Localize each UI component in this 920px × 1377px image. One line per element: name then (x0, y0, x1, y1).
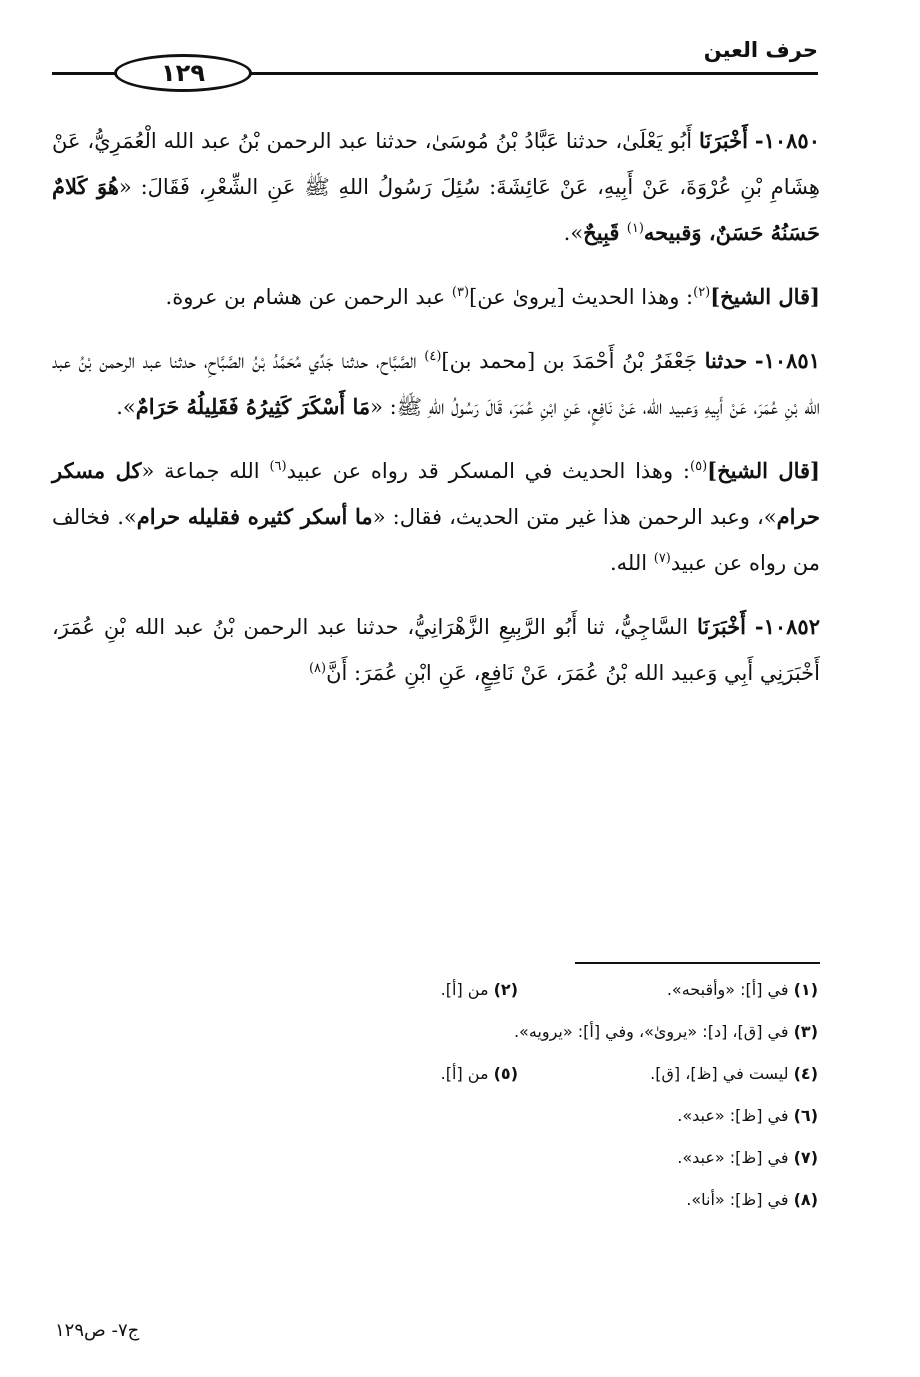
footnote-item (518, 980, 818, 1022)
hadith-number: ١٠٨٥٢- (754, 614, 820, 639)
footnote-text: في [ظ]: «عبد». (677, 1148, 794, 1167)
quoted-hadith: كل مسكر حرام (52, 458, 820, 529)
hadith-10851 (52, 338, 820, 430)
footnote-item (518, 1064, 818, 1106)
footnote-number: (٣) (793, 1022, 818, 1041)
footnote-text: من [أ]. (440, 1064, 494, 1083)
footnote-number: (٦) (793, 1106, 818, 1125)
comment-text-5: الله. (609, 551, 654, 575)
shaykh-comment-1 (52, 274, 820, 320)
comment-text-4: ». فخالف من رواه عن عبيد (52, 505, 820, 575)
comment-text-3: »، وعبد الرحمن هذا غير متن الحديث، فقال: « (372, 505, 777, 529)
footnote-line (300, 1064, 818, 1106)
footnote-text: في [ظ]: «أنا». (686, 1190, 794, 1209)
footnote-ref: (٣) (451, 285, 470, 300)
comment-text: : وهذا الحديث في المسكر قد رواه عن عبيد (286, 459, 690, 483)
narration-lead: حدثنا (704, 348, 748, 373)
footnote-number: (٥) (493, 1064, 518, 1083)
shaykh-label: [قال الشيخ] (710, 284, 820, 309)
footnote-ref: (٥) (690, 459, 708, 474)
hadith-10850 (52, 118, 820, 256)
narration-lead: أَخْبَرَنَا (698, 128, 748, 153)
footnote-ref: (٦) (269, 459, 287, 474)
footnote-separator (575, 962, 820, 964)
matn-quote: هُوَ كَلامٌ حَسَنُهُ حَسَنٌ، وَقبيحه (52, 174, 820, 245)
footnote-ref: (٤) (424, 349, 442, 364)
footnote-line (300, 1148, 818, 1190)
footnote-ref: (٢) (693, 285, 711, 300)
footnote-line (300, 1022, 818, 1064)
isnad-text: أَبُو يَعْلَىٰ، حدثنا عَبَّادُ بْنُ مُوسَىٰ، حدثنا عبد الرحمن بْنُ عبد الله الْعُمَرِيُّ، عَنْ هِشَامِ بْنِ عُرْوَةَ، عَنْ أَبِيهِ، عَنْ عَائِشَةَ: سُئِلَ رَسُولُ اللهِ ﷺ عَنِ الشِّعْرِ، فَقَالَ: « (52, 129, 821, 199)
closing-text: ». (563, 221, 584, 245)
footnote-number: (٤) (793, 1064, 818, 1083)
footnote-item (441, 980, 518, 1022)
comment-text-2: الله جماعة « (141, 459, 270, 483)
footnote-ref: (٨) (308, 661, 327, 676)
comment-text: : وهذا الحديث [يروىٰ عن] (469, 285, 694, 309)
footnote-item (514, 1022, 818, 1064)
footnote-ref: (١) (626, 221, 644, 236)
page-number: ١٢٩ (114, 54, 252, 92)
hadith-number: ١٠٨٥١- (754, 348, 820, 373)
shaykh-label: [قال الشيخ] (707, 458, 820, 483)
footnote-item (441, 1064, 518, 1106)
footnote-ref: (٧) (653, 551, 671, 566)
volume-page-reference: ج٧- ص١٢٩ (55, 1320, 140, 1341)
footnote-item (518, 1190, 818, 1232)
hadith-number: ١٠٨٥٠- (754, 128, 820, 153)
footnote-text: من [أ]. (440, 980, 494, 999)
footnote-text: ليست في [ظ]، [ق]. (650, 1064, 794, 1083)
matn-quote: مَا أَسْكَرَ كَثِيرُهُ فَقَلِيلُهُ حَرَامٌ (135, 394, 371, 419)
footnote-number: (٧) (793, 1148, 818, 1167)
page-header (52, 28, 818, 98)
footnote-number: (٨) (793, 1190, 818, 1209)
closing-text: ». (116, 395, 136, 419)
footnote-text: في [ق]، [د]: «يروىٰ»، وفي [أ]: «يرويه». (513, 1022, 794, 1041)
footnote-item (518, 1106, 818, 1148)
footnote-line (300, 1106, 818, 1148)
footnote-text: في [أ]: «وأقبحه». (666, 980, 794, 999)
isnad-text-cont: الصَّبَّاح، حدثنا جَدِّي مُحَمَّدُ بْنُ الصَّبَّاحِ، حدثنا عبد الرحمن بْنُ عبد الله بْنِ عُمَرَ، عَنْ أَبِيهِ وَعبيد الله، عَنْ نَافِعٍ، عَنِ ابْنِ عُمَرَ، قَالَ رَسُولُ اللهِ ﷺ: « (52, 349, 820, 419)
main-text (52, 118, 820, 714)
isnad-text: السَّاجِيُّ، ثنا أَبُو الرَّبِيعِ الزَّهْرَانِيُّ، حدثنا عبد الرحمن بْنُ عبد الله بْنِ عُمَرَ، أَخْبَرَنِي أَبِي وَعبيد الله بْنُ عُمَرَ، عَنْ نَافِعٍ، عَنِ ابْنِ عُمَرَ: أَنَّ (52, 615, 820, 685)
footnote-line (300, 1190, 818, 1232)
footnote-number: (١) (793, 980, 818, 999)
hadith-10852 (52, 604, 820, 696)
matn-quote-end: قَبِيحٌ (583, 220, 627, 245)
isnad-text: جَعْفَرُ بْنُ أَحْمَدَ بن [محمد بن] (441, 349, 705, 373)
footnote-text: في [ظ]: «عبد». (677, 1106, 794, 1125)
shaykh-comment-2 (52, 448, 820, 586)
chapter-title: حرف العين (703, 38, 818, 62)
footnote-item (518, 1148, 818, 1190)
footnote-number: (٢) (493, 980, 518, 999)
narration-lead: أَخْبَرَنَا (697, 614, 746, 639)
comment-text-end: عبد الرحمن عن هشام بن عروة. (165, 285, 452, 309)
quoted-hadith-2: ما أسكر كثيره فقليله حرام (136, 504, 373, 529)
footnote-line (300, 980, 818, 1022)
footnotes (300, 980, 818, 1232)
